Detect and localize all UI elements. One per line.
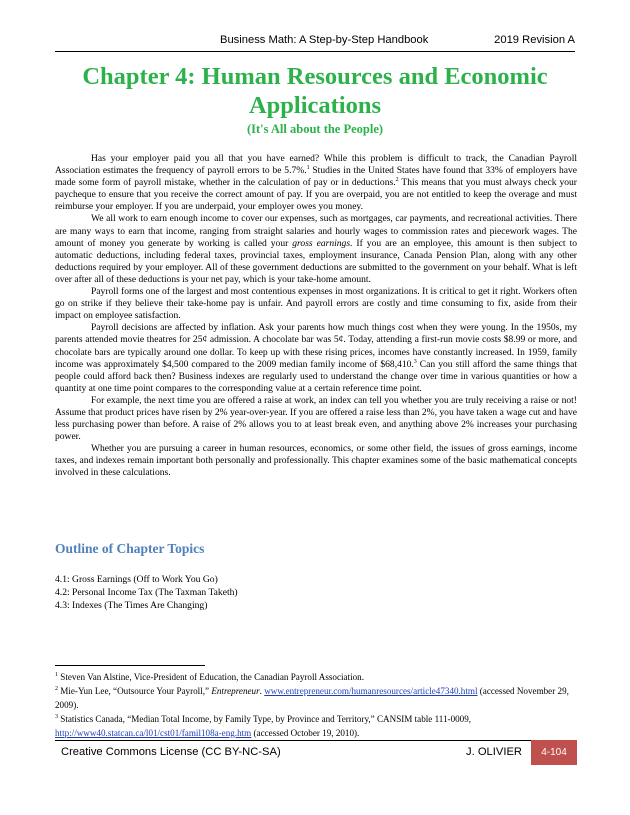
header-rule: [55, 51, 575, 52]
footnote-text: Statistics Canada, “Median Total Income, by Family Type, by Province and Territory,” CANSIM table 111-0009,: [58, 714, 472, 725]
footnote-text: (accessed October 19, 2010).: [251, 727, 360, 738]
outline-list: [55, 573, 238, 612]
footnote-separator: [55, 665, 205, 666]
p1-text-c: This means that you must always check your paycheque to ensure that you receive the correct amount of pay. If you are overpaid, you are not entitled to keep the overage and must reimburse your employer. If you are underpaid, your employer owes you money.: [55, 177, 577, 213]
paragraph-5: For example, the next time you are offered a raise at work, an index can tell you whether you are truly receiving a raise or not! Assume that product prices have risen by 2% year-over-year. If you are offered a raise less than 2%, you have taken a wage cut and have less purchasing power than before. A raise of 2% allows you to at least break even, and anything above 2% increases your purchasing power.: [55, 394, 577, 443]
paragraph-6: Whether you are pursuing a career in human resources, economics, or some other field, the issues of gross earnings, income taxes, and indexes remain important both personally and professionally. This chapter examines some of the basic mathematical concepts involved in these calculations.: [55, 443, 577, 479]
running-header: [55, 34, 575, 54]
footnote-2: [55, 685, 577, 712]
chapter-body: [55, 153, 577, 480]
footer-rule: [55, 740, 577, 741]
footnote-link[interactable]: http://www40.statcan.ca/l01/cst01/famil108a-eng.htm: [55, 727, 252, 738]
footnote-text: Mie-Yun Lee, “Outsource Your Payroll,”: [58, 686, 212, 697]
header-book-title: Business Math: A Step-by-Step Handbook: [220, 34, 429, 46]
footnote-number: 3: [55, 714, 58, 721]
footnote-text: (accessed November 29, 2009).: [55, 686, 569, 710]
p4-text-b: Can you still afford the same things that people could afford back then? Business indexes are regularly used to understand the change over time in various quantities or how a quantity at one time point compares to the corresponding value at a certain reference time point.: [55, 358, 577, 394]
outline-heading: Outline of Chapter Topics: [55, 541, 205, 556]
footnotes: [55, 671, 577, 741]
footnote-ref-3: 3: [413, 358, 417, 365]
paragraph-2: [55, 213, 577, 286]
footnote-number: 2: [55, 686, 58, 693]
footnote-1: [55, 671, 577, 684]
outline-item: 4.1: Gross Earnings (Off to Work You Go): [55, 574, 218, 585]
footnote-3: [55, 713, 577, 740]
outline-item: 4.3: Indexes (The Times Are Changing): [55, 600, 208, 611]
header-revision: 2019 Revision A: [494, 34, 575, 46]
paragraph-3: Payroll forms one of the largest and most contentious expenses in most organizations. It is critical to get it right. Workers often go on strike if they believe their take-home pay is unfair. And payroll errors are costly and time consuming to fix, aside from their impact on employee satisfaction.: [55, 286, 577, 322]
chapter-subtitle: (It's All about the People): [246, 122, 384, 136]
author-name: J. OLIVIER: [466, 746, 522, 758]
p1-text-a: Has your employer paid you all that you have earned? While this problem is difficult to track, the Canadian Payroll Association estimates the frequency of payroll errors to be 5.7%.: [55, 153, 577, 177]
footnote-publication: Entrepreneur: [211, 686, 260, 697]
footnote-ref-2: 2: [395, 177, 399, 184]
paragraph-1: [55, 153, 577, 213]
page-number-badge: 4-104: [531, 740, 577, 765]
p2-text-b: . If you are an employee, this amount is then subject to automatic deductions, including federal taxes, provincial taxes, employment insurance, Canada Pension Plan, along with any other deductions required by your employer. All of these government deductions are submitted to the government on your behalf. What is left over after all of these deductions is your net pay, which is your take-home amount.: [55, 237, 578, 285]
chapter-title: Chapter 4: Human Resources and Economic Applications: [82, 63, 548, 119]
page-footer: [55, 740, 577, 765]
p4-text-a: Payroll decisions are affected by inflation. Ask your parents how much things cost when they were young. In the 1950s, my parents attended movie theatres for 25¢ admission. A chocolate bar was 5¢. Today, attending a first-run movie costs $8.99 or more, and chocolate bars are typically around one dollar. To keep up with these rising prices, incomes have constantly increased. In 1959, family income was approximately $4,500 compared to the 2009 median family income of $68,410.: [55, 322, 577, 370]
footnote-text: Steven Van Alstine, Vice-President of Education, the Canadian Payroll Association.: [58, 672, 364, 682]
footnote-text: .: [259, 686, 265, 697]
term-gross-earnings: gross earnings: [292, 237, 351, 249]
footnote-number: 1: [55, 671, 58, 678]
footnote-link[interactable]: www.entrepreneur.com/humanresources/article47340.html: [264, 686, 478, 697]
paragraph-4: [55, 322, 577, 395]
p2-text-a: We all work to earn enough income to cover our expenses, such as mortgages, car payments, and recreational activities. There are many ways to earn that income, ranging from straight salaries and hourly wages to commission rates and piecework wages. The amount of money you generate by working is called your: [55, 213, 577, 249]
license-text: Creative Commons License (CC BY-NC-SA): [61, 746, 281, 758]
footnote-ref-1: 1: [306, 164, 310, 171]
outline-item: 4.2: Personal Income Tax (The Taxman Taketh): [55, 587, 238, 598]
p1-text-b: Studies in the United States have found that 33% of employers have made some form of payroll mistake, whether in the calculation of pay or in deductions.: [55, 165, 577, 189]
